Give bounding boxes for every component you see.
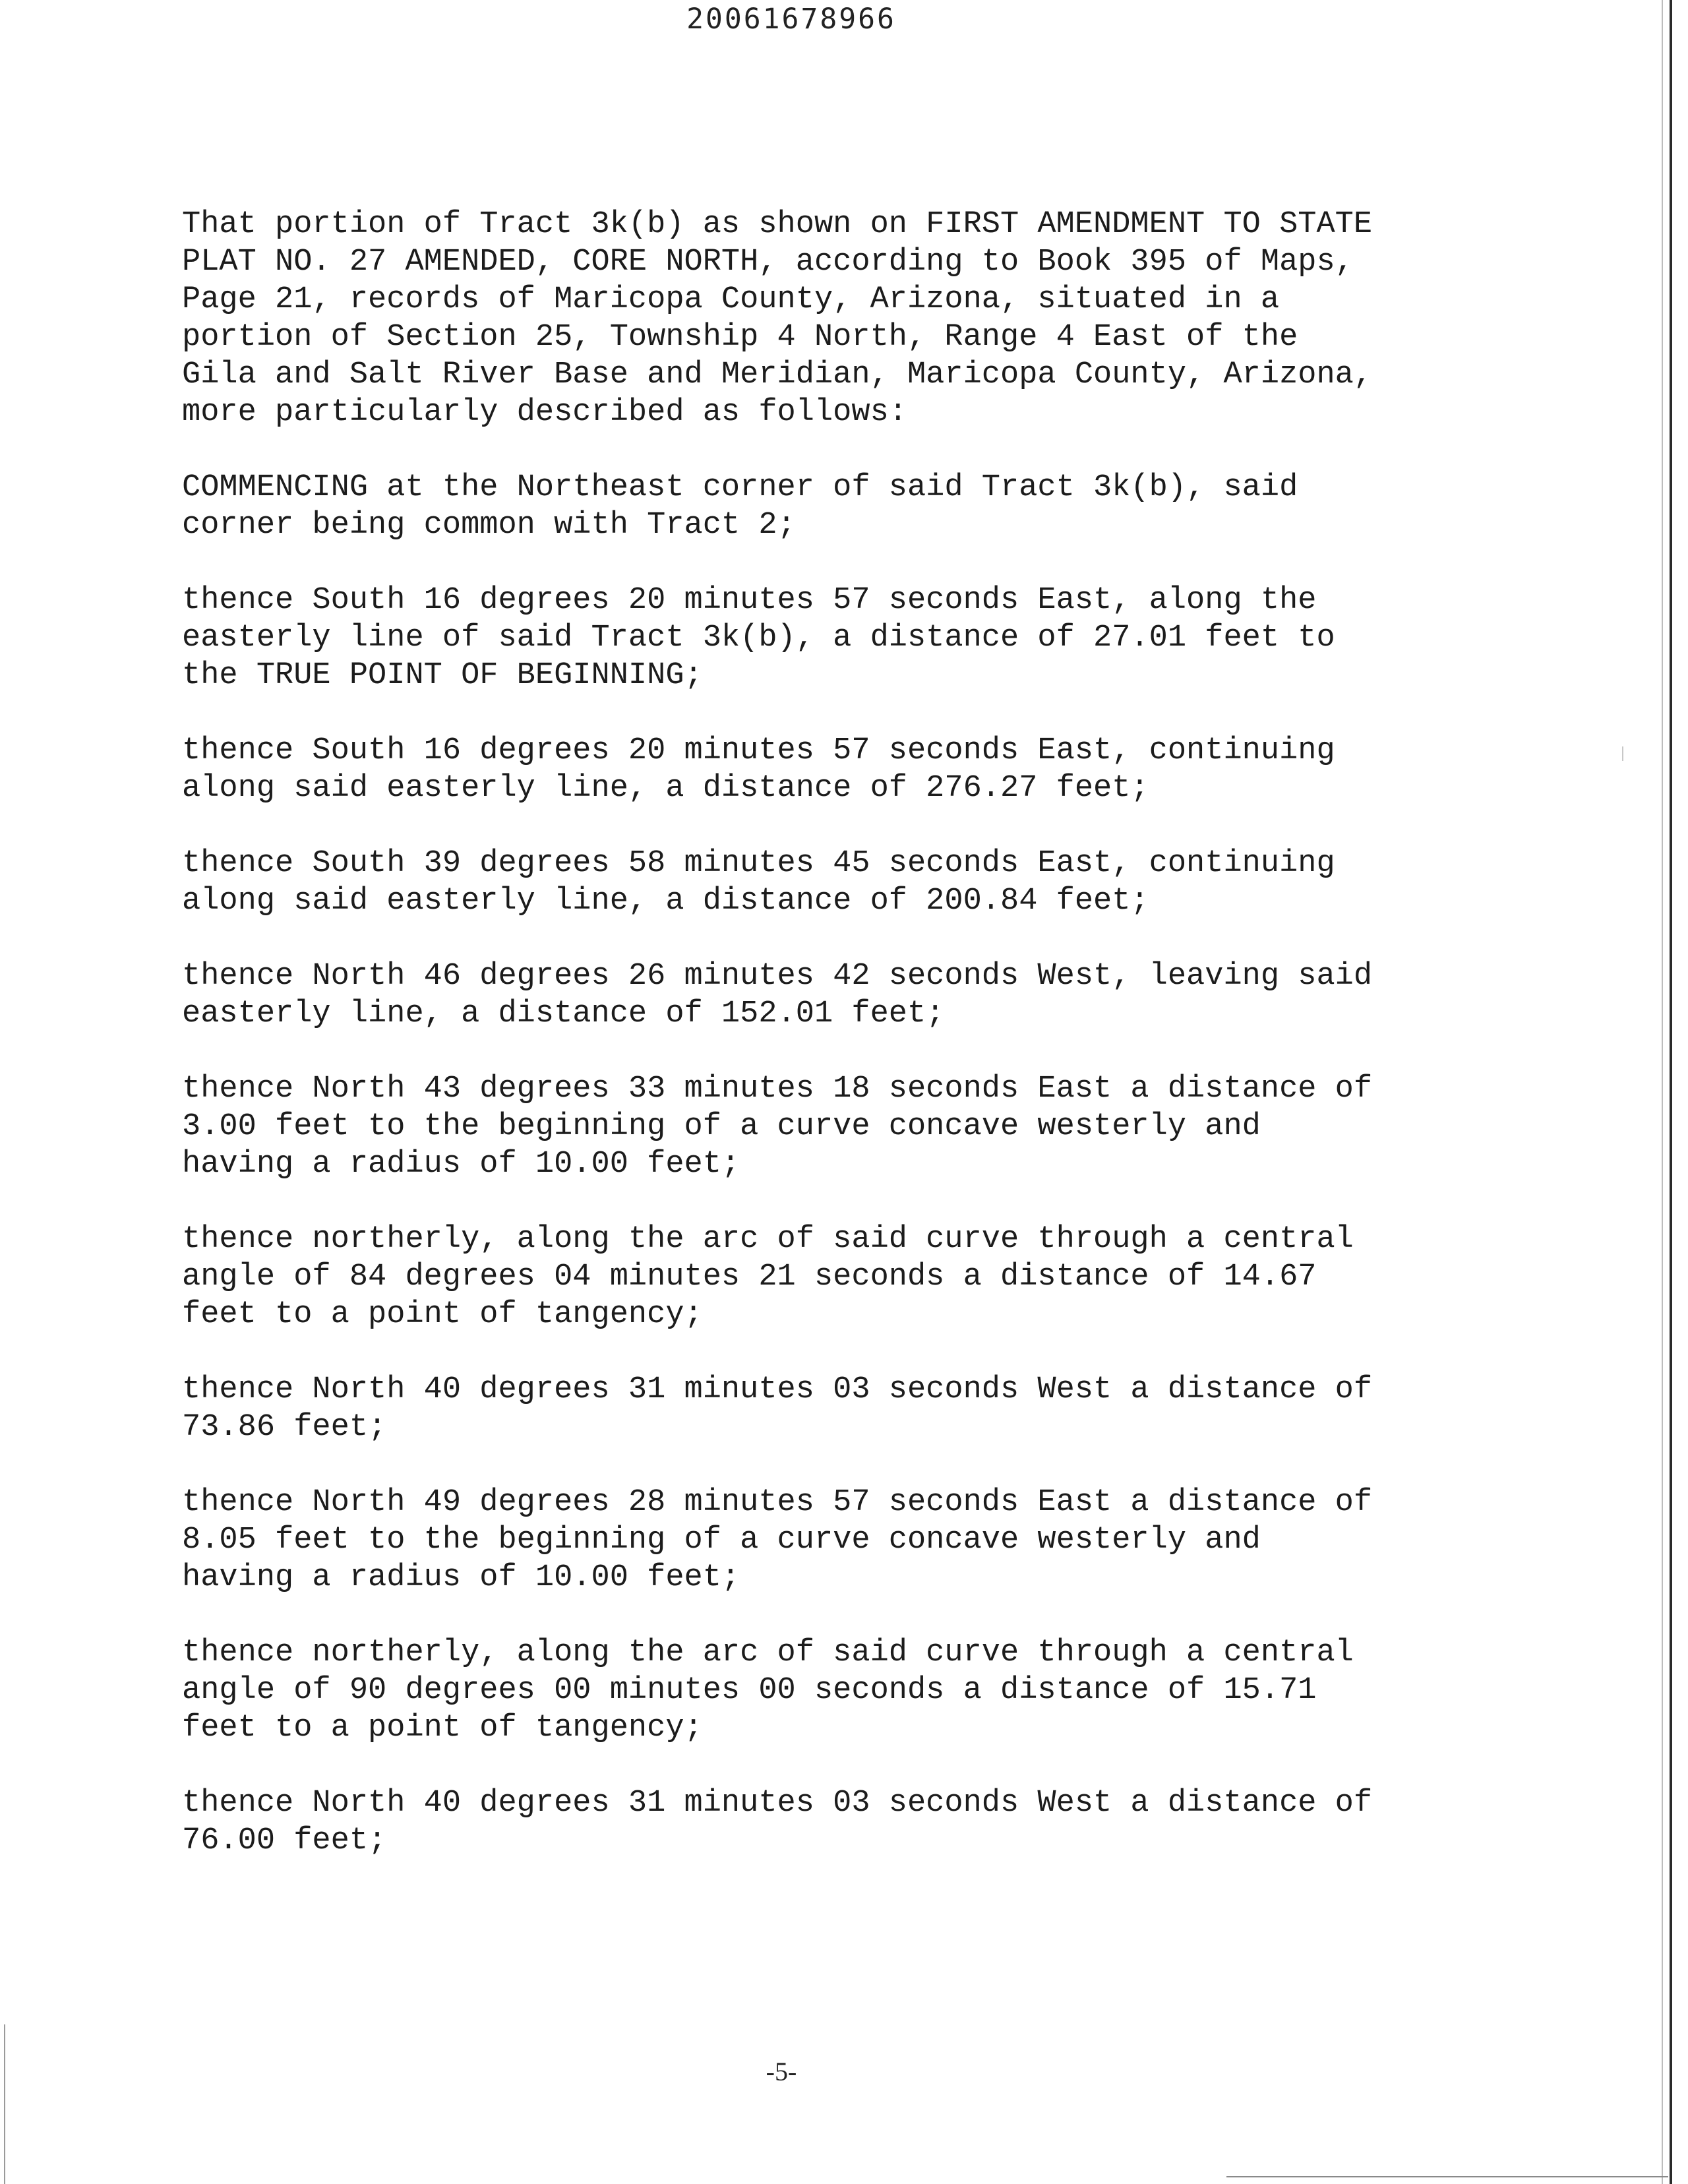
paragraph-course-1: thence South 16 degrees 20 minutes 57 seconds East, along the easterly line of said Tract 3k(b), a distance of 27.01 feet to the TRUE POINT OF BEGINNING; bbox=[182, 583, 1335, 693]
paragraph-course-3: thence South 39 degrees 58 minutes 45 seconds East, continuing along said easterly line, a distance of 200.84 feet; bbox=[182, 846, 1335, 919]
paragraph-course-4: thence North 46 degrees 26 minutes 42 seconds West, leaving said easterly line, a distance of 152.01 feet; bbox=[182, 959, 1373, 1031]
paragraph-course-2: thence South 16 degrees 20 minutes 57 seconds East, continuing along said easterly line, a distance of 276.27 feet; bbox=[182, 733, 1335, 806]
scan-edge-border bbox=[1670, 0, 1672, 2184]
document-number: 20061678966 bbox=[686, 3, 896, 36]
paragraph-course-9: thence northerly, along the arc of said curve through a central angle of 90 degrees 00 minutes 00 seconds a distance of 15.71 feet to a point of tangency; bbox=[182, 1635, 1354, 1745]
paragraph-course-10: thence North 40 degrees 31 minutes 03 seconds West a distance of 76.00 feet; bbox=[182, 1786, 1373, 1858]
scan-edge-bottom bbox=[1226, 2176, 1668, 2177]
scan-edge-line bbox=[1662, 0, 1663, 2184]
paragraph-course-5: thence North 43 degrees 33 minutes 18 seconds East a distance of 3.00 feet to the beginning of a curve concave westerly and having a radius of 10.00 feet; bbox=[182, 1072, 1373, 1182]
paragraph-course-7: thence North 40 degrees 31 minutes 03 seconds West a distance of 73.86 feet; bbox=[182, 1372, 1373, 1445]
page-number: -5- bbox=[766, 2057, 797, 2086]
scan-edge-left bbox=[4, 2024, 5, 2184]
paragraph-course-6: thence northerly, along the arc of said curve through a central angle of 84 degrees 04 minutes 21 seconds a distance of 14.67 feet to a point of tangency; bbox=[182, 1222, 1354, 1332]
paragraph-intro: That portion of Tract 3k(b) as shown on FIRST AMENDMENT TO STATE PLAT NO. 27 AMENDED, CORE NORTH, according to Book 395 of Maps, Page 21, records of Maricopa County, Arizona, situated in a portion of Section 25, Township 4 North, Range 4 East of the Gila and Salt River Base and Meridian, Maricopa County, Arizona, more particularly described as follows: bbox=[182, 207, 1373, 430]
paragraph-course-8: thence North 49 degrees 28 minutes 57 seconds East a distance of 8.05 feet to the beginning of a curve concave westerly and having a radius of 10.00 feet; bbox=[182, 1485, 1373, 1595]
paragraph-commencing: COMMENCING at the Northeast corner of said Tract 3k(b), said corner being common with Tract 2; bbox=[182, 470, 1298, 543]
scan-speck bbox=[1622, 746, 1623, 761]
legal-description bbox=[182, 206, 1633, 1897]
